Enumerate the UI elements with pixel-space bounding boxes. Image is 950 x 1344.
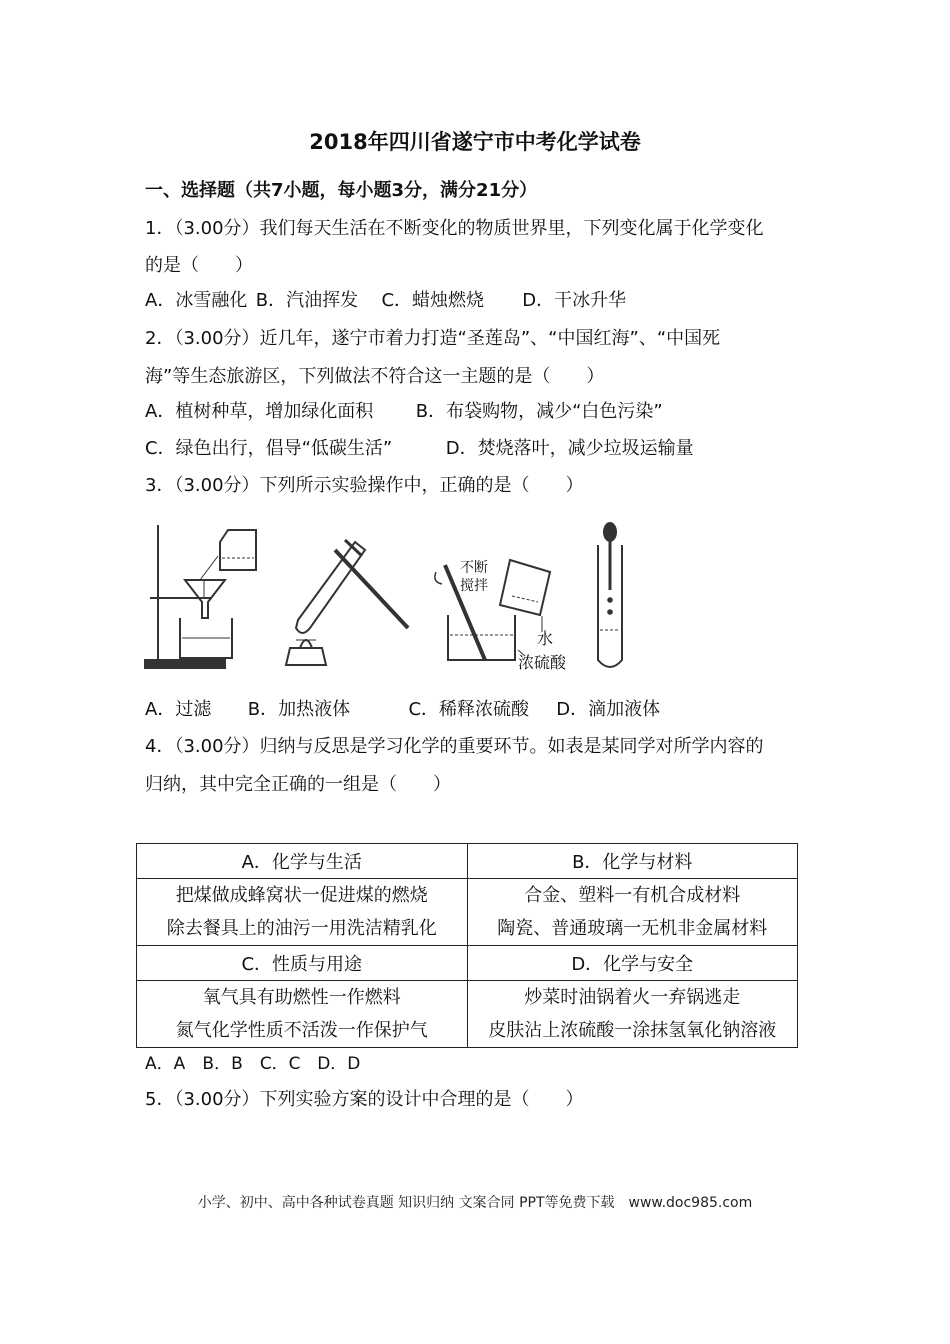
q3-option-c: C．稀释浓硫酸 (408, 699, 530, 720)
page-footer: 小学、初中、高中各种试卷真题 知识归纳 文案合同 PPT等免费下载 www.doc985.com (197, 1195, 753, 1211)
section-heading: 一、选择题（共7小题，每小题3分，满分21分） (145, 180, 538, 201)
table-head-b: B．化学与材料 (467, 844, 798, 879)
table-d-line1: 炒菜时油锅着火一弃锅逃走 (524, 987, 741, 1008)
q1-options (145, 288, 626, 314)
q4-summary-table (136, 843, 798, 1048)
q1-option-d: D．干冰升华 (522, 290, 627, 311)
table-a-line2: 除去餐具上的油污一用洗洁精乳化 (166, 918, 437, 939)
page-title: 2018年四川省遂宁市中考化学试卷 (309, 130, 641, 154)
table-head-c: C．性质与用途 (137, 946, 468, 981)
table-cell-d (467, 981, 798, 1048)
q4-option-a: A．A (145, 1054, 186, 1074)
q3-option-b: B．加热液体 (247, 699, 351, 720)
table-cell-a (137, 879, 468, 946)
table-head-d: D．化学与安全 (467, 946, 798, 981)
q2-option-d: D．焚烧落叶，减少垃圾运输量 (445, 438, 694, 459)
table-b-line1: 合金、塑料一有机合成材料 (524, 885, 741, 906)
q2-option-c: C．绿色出行，倡导“低碳生活” (145, 438, 393, 459)
q3-options (145, 697, 660, 723)
dropping-liquid-illustration (598, 523, 622, 667)
q2-stem-line2: 海”等生态旅游区，下列做法不符合这一主题的是（ ） (145, 366, 605, 387)
q2-stem-line1: 2．（3.00分）近几年，遂宁市着力打造“圣莲岛”、“中国红海”、“中国死 (145, 328, 721, 349)
q3-option-a: A．过滤 (145, 699, 212, 720)
water-label: 水 (537, 629, 554, 648)
q3-option-d: D．滴加液体 (556, 699, 661, 720)
table-d-line2: 皮肤沾上浓硫酸一涂抹氢氧化钠溶液 (488, 1020, 777, 1041)
table-a-line1: 把煤做成蜂窝状一促进煤的燃烧 (175, 885, 428, 906)
table-cell-b (467, 879, 798, 946)
q4-option-d: D．D (317, 1054, 361, 1074)
q2-options-row1 (145, 399, 663, 425)
table-b-line2: 陶瓷、普通玻璃一无机非金属材料 (497, 918, 768, 939)
table-c-line2: 氮气化学性质不活泼一作保护气 (175, 1020, 428, 1041)
dilute-sulfuric-acid-illustration (435, 560, 550, 660)
q1-option-c: C．蜡烛燃烧 (381, 290, 485, 311)
stir-label-line1: 不断 (460, 560, 488, 576)
q2-option-a: A．植树种草，增加绿化面积 (145, 401, 374, 422)
lab-operations-figure (140, 520, 660, 680)
q4-option-b: B．B (202, 1054, 243, 1074)
table-head-a: A．化学与生活 (137, 844, 468, 879)
q5-stem: 5．（3.00分）下列实验方案的设计中合理的是（ ） (145, 1089, 584, 1110)
heating-liquid-illustration (286, 540, 408, 665)
q1-stem-line2: 的是（ ） (145, 255, 253, 276)
q2-option-b: B．布袋购物，减少“白色污染” (415, 401, 663, 422)
filtration-apparatus-illustration (145, 525, 256, 668)
q1-stem-line1: 1．（3.00分）我们每天生活在不断变化的物质世界里，下列变化属于化学变化 (145, 218, 764, 239)
q4-options (145, 1051, 360, 1077)
q4-option-c: C．C (259, 1054, 301, 1074)
stir-label-line2: 搅拌 (460, 578, 488, 594)
table-cell-c (137, 981, 468, 1048)
q1-option-b: B．汽油挥发 (255, 290, 359, 311)
q4-stem-line2: 归纳，其中完全正确的一组是（ ） (145, 774, 451, 795)
q1-option-a: A．冰雪融化 (145, 290, 248, 311)
q3-stem: 3．（3.00分）下列所示实验操作中，正确的是（ ） (145, 475, 584, 496)
q2-options-row2 (145, 436, 694, 462)
table-c-line1: 氧气具有助燃性一作燃料 (202, 987, 401, 1008)
q4-stem-line1: 4．（3.00分）归纳与反思是学习化学的重要环节。如表是某同学对所学内容的 (145, 736, 764, 757)
acid-label: 浓硫酸 (518, 653, 567, 672)
